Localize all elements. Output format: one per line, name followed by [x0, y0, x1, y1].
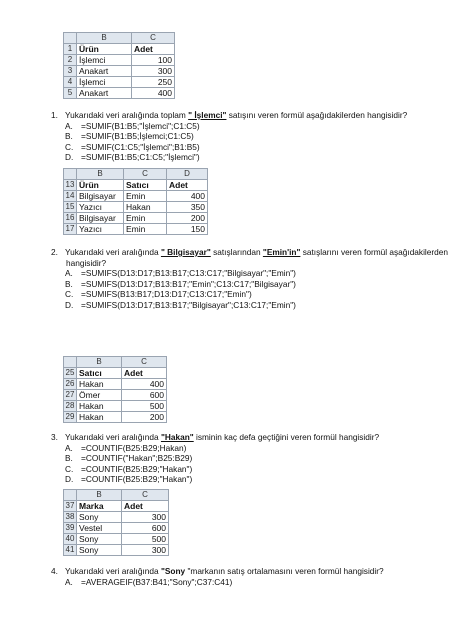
row-number: 29	[64, 412, 77, 423]
cell: Satıcı	[124, 180, 167, 191]
row-number: 1	[64, 44, 77, 55]
row-number: 17	[64, 224, 77, 235]
cell: Adet	[122, 368, 167, 379]
row-number: 39	[64, 523, 77, 534]
table-row	[64, 77, 175, 88]
row-number: 3	[64, 66, 77, 77]
table-row	[64, 180, 208, 191]
table-row	[64, 66, 175, 77]
cell: Vestel	[77, 523, 122, 534]
table-row	[64, 368, 167, 379]
cell: Anakart	[77, 88, 132, 99]
option-a: A. =SUMIFS(D13:D17;B13:B17;C13:C17;"Bilgisayar";"Emin")	[65, 268, 296, 279]
option-b: B. =SUMIF(B1:B5;İşlemci;C1:C5)	[65, 131, 194, 142]
cell: 250	[132, 77, 175, 88]
corner-cell	[64, 357, 77, 368]
column-header: B	[77, 490, 122, 501]
table-row	[64, 88, 175, 99]
cell: Emin	[124, 191, 167, 202]
cell: Sony	[77, 534, 122, 545]
cell: Sony	[77, 545, 122, 556]
cell: Bilgisayar	[77, 191, 124, 202]
cell: 200	[122, 412, 167, 423]
table-row	[64, 512, 169, 523]
cell: Hakan	[124, 202, 167, 213]
cell: İşlemci	[77, 55, 132, 66]
cell: Hakan	[77, 412, 122, 423]
cell: Yazıcı	[77, 202, 124, 213]
question-2-keyword: " Bilgisayar"	[160, 247, 211, 257]
table-row	[64, 191, 208, 202]
question-1-keyword: " İşlemci"	[188, 110, 227, 120]
cell: 150	[167, 224, 208, 235]
question-4-keyword: "Sony	[160, 566, 186, 576]
cell: 400	[132, 88, 175, 99]
spreadsheet-table-2	[63, 168, 208, 235]
option-d: D. =SUMIF(B1:B5;C1:C5;"İşlemci")	[65, 152, 200, 163]
table-row	[64, 55, 175, 66]
row-number: 26	[64, 379, 77, 390]
cell: Yazıcı	[77, 224, 124, 235]
cell: Ürün	[77, 180, 124, 191]
question-2-keyword-2: "Emin'in"	[262, 247, 301, 257]
spreadsheet-table-4	[63, 489, 169, 556]
table-row	[64, 401, 167, 412]
cell: Adet	[122, 501, 169, 512]
cell: Satıcı	[77, 368, 122, 379]
cell: Anakart	[77, 66, 132, 77]
column-header: D	[167, 169, 208, 180]
question-1	[51, 110, 407, 163]
table-row	[64, 412, 167, 423]
row-number: 41	[64, 545, 77, 556]
column-header: B	[77, 357, 122, 368]
cell: İşlemci	[77, 77, 132, 88]
question-3-text: 3. Yukarıdaki veri aralığında "Hakan" isminin kaç defa geçtiğini veren formül hangisidir?	[51, 432, 380, 442]
row-number: 16	[64, 213, 77, 224]
row-number: 38	[64, 512, 77, 523]
option-c: C. =COUNTIF(B25:B29;"Hakan")	[65, 463, 193, 474]
cell: 300	[122, 512, 169, 523]
table-row	[64, 545, 169, 556]
option-a: A. =AVERAGEIF(B37:B41;"Sony";C37:C41)	[65, 576, 233, 587]
cell: 600	[122, 390, 167, 401]
spreadsheet-table-1	[63, 32, 175, 99]
cell: 350	[167, 202, 208, 213]
cell: 400	[167, 191, 208, 202]
question-4	[51, 566, 384, 587]
table-row	[64, 523, 169, 534]
question-2-text-line2: hangisidir?	[66, 257, 107, 268]
row-number: 14	[64, 191, 77, 202]
row-number: 37	[64, 501, 77, 512]
row-number: 40	[64, 534, 77, 545]
row-number: 2	[64, 55, 77, 66]
cell: Hakan	[77, 401, 122, 412]
column-header: C	[132, 33, 175, 44]
row-number: 4	[64, 77, 77, 88]
table-row	[64, 390, 167, 401]
table-row	[64, 213, 208, 224]
cell: Marka	[77, 501, 122, 512]
cell: 400	[122, 379, 167, 390]
question-3	[51, 432, 379, 485]
table-row	[64, 501, 169, 512]
question-2-text: 2. Yukarıdaki veri aralığında " Bilgisayar" satışlarından "Emin'in" satışlarını veren formül aşağıdakilerden	[51, 247, 448, 257]
column-header: C	[122, 490, 169, 501]
option-b: B. =COUNTIF("Hakan";B25:B29)	[65, 453, 193, 464]
row-number: 5	[64, 88, 77, 99]
corner-cell	[64, 490, 77, 501]
cell: Sony	[77, 512, 122, 523]
cell: Ömer	[77, 390, 122, 401]
column-header: C	[122, 357, 167, 368]
question-1-text: 1. Yukarıdaki veri aralığında toplam " İşlemci" satışını veren formül aşağıdakilerden hangisidir?	[51, 110, 408, 120]
row-number: 27	[64, 390, 77, 401]
question-3-keyword: "Hakan"	[160, 432, 194, 442]
cell: Emin	[124, 213, 167, 224]
table-row	[64, 379, 167, 390]
option-c: C. =SUMIFS(B13:B17;D13:D17;C13:C17;"Emin")	[65, 289, 252, 300]
spreadsheet-table-3	[63, 356, 167, 423]
question-2	[51, 247, 448, 311]
cell: 100	[132, 55, 175, 66]
cell: 500	[122, 534, 169, 545]
option-d: D. =SUMIFS(D13:D17;B13:B17;"Bilgisayar";C13:C17;"Emin")	[65, 299, 296, 310]
table-row	[64, 224, 208, 235]
cell: 300	[132, 66, 175, 77]
cell: 600	[122, 523, 169, 534]
row-number: 25	[64, 368, 77, 379]
row-number: 28	[64, 401, 77, 412]
option-c: C. =SUMIF(C1:C5;"İşlemci";B1:B5)	[65, 141, 200, 152]
cell: Ürün	[77, 44, 132, 55]
cell: 200	[167, 213, 208, 224]
option-a: A. =COUNTIF(B25:B29;Hakan)	[65, 442, 187, 453]
corner-cell	[64, 169, 77, 180]
cell: 300	[122, 545, 169, 556]
option-b: B. =SUMIFS(D13:D17;B13:B17;"Emin";C13:C17;"Bilgisayar")	[65, 278, 296, 289]
column-header: B	[77, 169, 124, 180]
option-a: A. =SUMIF(B1:B5;"İşlemci";C1:C5)	[65, 120, 200, 131]
cell: 500	[122, 401, 167, 412]
row-number: 13	[64, 180, 77, 191]
corner-cell	[64, 33, 77, 44]
table-row	[64, 202, 208, 213]
cell: Hakan	[77, 379, 122, 390]
cell: Adet	[167, 180, 208, 191]
cell: Adet	[132, 44, 175, 55]
cell: Emin	[124, 224, 167, 235]
row-number: 15	[64, 202, 77, 213]
option-d: D. =COUNTIF(B25:B29;"Hakan")	[65, 474, 193, 485]
question-4-text: 4. Yukarıdaki veri aralığında "Sony "markanın satış ortalamasını veren formül hangisidir?	[51, 566, 384, 576]
table-row	[64, 44, 175, 55]
table-row	[64, 534, 169, 545]
column-header: C	[124, 169, 167, 180]
cell: Bilgisayar	[77, 213, 124, 224]
column-header: B	[77, 33, 132, 44]
